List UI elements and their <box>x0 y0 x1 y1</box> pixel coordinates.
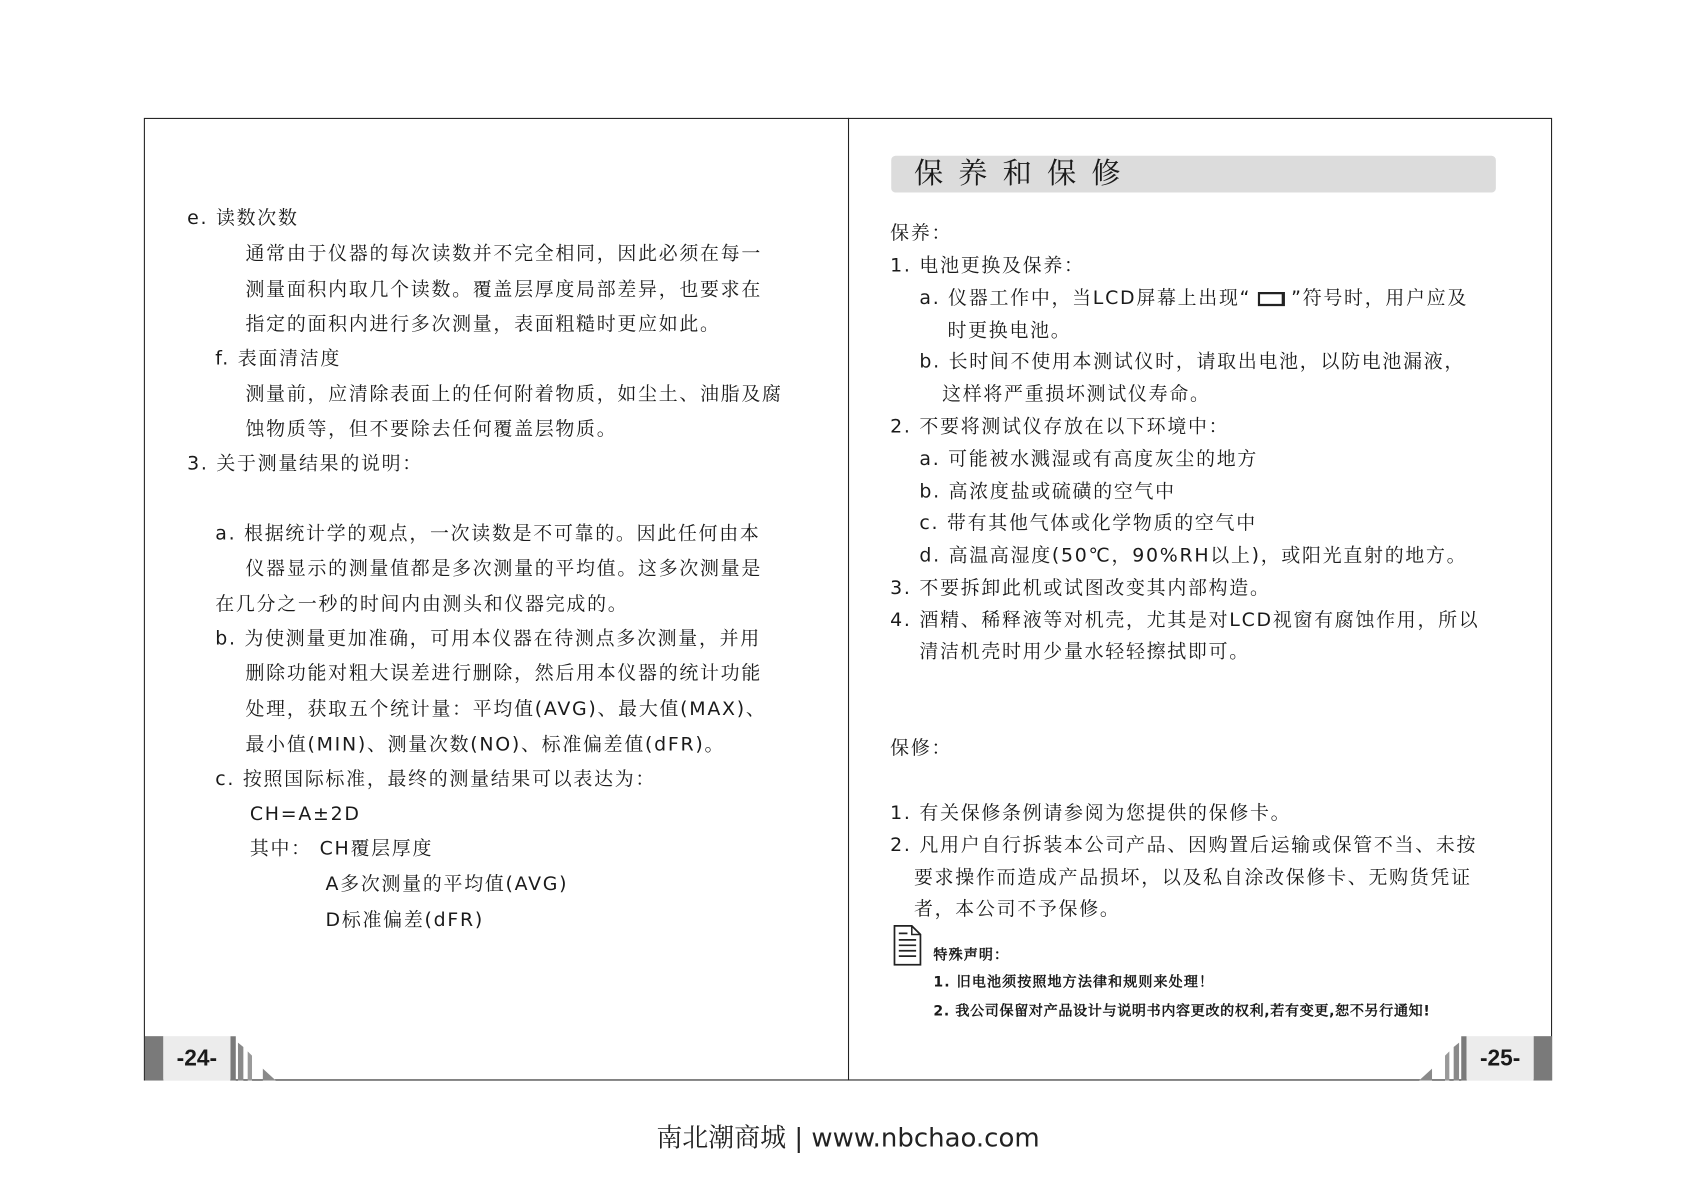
formula: CH=A±2D <box>249 803 361 826</box>
text-line: 2. 不要将测试仪存放在以下环境中： <box>890 416 1230 439</box>
document-icon <box>893 925 921 966</box>
subheading: 保养： <box>890 222 953 245</box>
text-line: D标准偏差(dFR) <box>325 909 484 932</box>
text-line: 指定的面积内进行多次测量，表面粗糙时更应如此。 <box>245 313 721 336</box>
text-line <box>919 287 1468 311</box>
text-line: 删除功能对粗大误差进行删除，然后用本仪器的统计功能 <box>245 663 762 685</box>
page-tab-decor <box>1534 1036 1552 1080</box>
text-line: 测量面积内取几个读数。覆盖层厚度局部差异，也要求在 <box>245 279 762 301</box>
text-line: 通常由于仪器的每次读数并不完全相同，因此必须在每一 <box>245 243 762 265</box>
text-part: ”符号时，用户应及 <box>1291 287 1468 310</box>
text-line: 测量前，应清除表面上的任何附着物质，如尘土、油脂及腐 <box>245 383 783 406</box>
page-number: -24- <box>163 1036 230 1080</box>
text-line: A多次测量的平均值(AVG) <box>325 873 569 896</box>
text-line: a. 可能被水溅湿或有高度灰尘的地方 <box>919 448 1259 471</box>
text-line: 清洁机壳时用少量水轻轻擦拭即可。 <box>919 641 1250 664</box>
site-footer: 南北潮商城 | www.nbchao.com <box>656 1122 1040 1153</box>
text-line: 要求操作而造成产品损坏，以及私自涂改保修卡、无购货凭证 <box>913 867 1472 890</box>
section-title: 保养和保修 <box>913 156 1136 191</box>
text-line: a. 根据统计学的观点，一次读数是不可靠的。因此任何由本 <box>215 523 761 546</box>
text-line: e. 读数次数 <box>187 207 299 230</box>
text-line: 1. 电池更换及保养： <box>890 255 1085 277</box>
text-line: 3. 不要拆卸此机或试图改变其内部构造。 <box>890 577 1271 600</box>
text-line: 最小值(MIN)、测量次数(NO)、标准偏差值(dFR)。 <box>245 734 726 757</box>
text-line: b. 为使测量更加准确，可用本仪器在待测点多次测量，并用 <box>215 628 761 651</box>
page-tab-stripes <box>1419 1036 1467 1081</box>
text-line: b. 高浓度盐或硫磺的空气中 <box>919 481 1176 503</box>
text-line: c. 带有其他气体或化学物质的空气中 <box>919 512 1257 535</box>
notice-item: 1. 旧电池须按照地方法律和规则来处理！ <box>933 974 1215 991</box>
text-line: 处理，获取五个统计量：平均值(AVG)、最大值(MAX)、 <box>245 698 767 721</box>
text-line: 4. 酒精、稀释液等对机壳，尤其是对LCD视窗有腐蚀作用，所以 <box>890 610 1480 632</box>
text-line: 者，本公司不予保修。 <box>913 898 1121 921</box>
text-line: 仪器显示的测量值都是多次测量的平均值。这多次测量是 <box>245 558 762 580</box>
text-line: d. 高温高湿度(50℃，90%RH以上)，或阳光直射的地方。 <box>919 545 1468 567</box>
text-line: 其中： CH覆层厚度 <box>249 838 434 860</box>
text-line: c. 按照国际标准，最终的测量结果可以表达为： <box>215 769 657 791</box>
page-tab-decor <box>145 1036 163 1080</box>
notice-item: 2. 我公司保留对产品设计与说明书内容更改的权利,若有变更,恕不另行通知! <box>933 1003 1431 1020</box>
text-line: f. 表面清洁度 <box>215 348 342 370</box>
page-number: -25- <box>1467 1036 1534 1080</box>
text-line: 这样将严重损坏测试仪寿命。 <box>942 383 1211 406</box>
text-line: 时更换电池。 <box>947 320 1072 342</box>
text-line: 2. 凡用户自行拆装本公司产品、因购置后运输或保管不当、未按 <box>890 834 1478 857</box>
notice-title: 特殊声明： <box>933 947 1010 964</box>
subheading: 保修： <box>890 737 953 760</box>
text-part: a. 仪器工作中，当LCD屏幕上出现“ <box>919 287 1252 310</box>
text-line: b. 长时间不使用本测试仪时，请取出电池，以防电池漏液， <box>919 351 1466 374</box>
page-divider <box>848 118 849 1081</box>
text-line: 3. 关于测量结果的说明： <box>187 453 423 475</box>
text-line: 在几分之一秒的时间内由测头和仪器完成的。 <box>215 593 629 616</box>
battery-low-icon <box>1258 291 1285 305</box>
page-tab-stripes <box>230 1036 284 1081</box>
text-line: 1. 有关保修条例请参阅为您提供的保修卡。 <box>890 802 1292 825</box>
text-line: 蚀物质等，但不要除去任何覆盖层物质。 <box>245 418 618 441</box>
